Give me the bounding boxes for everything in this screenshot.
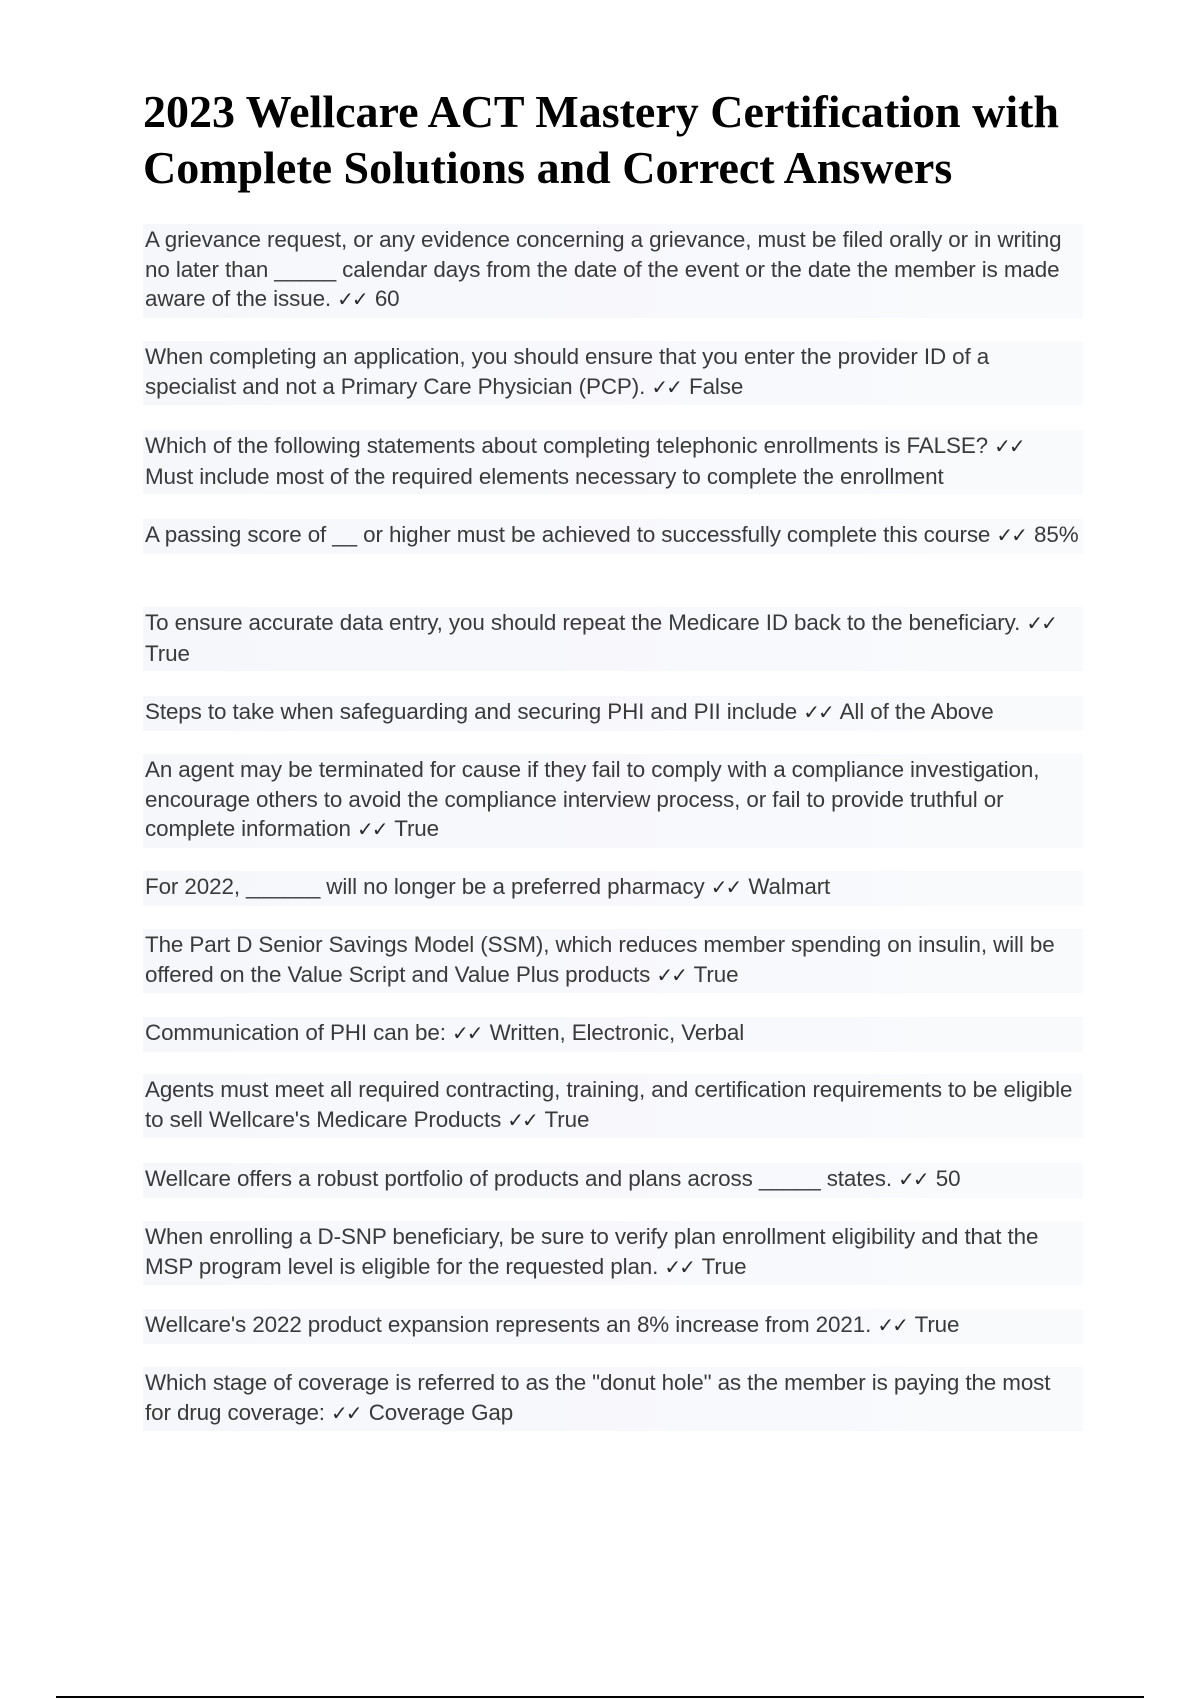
answer-text: 85% bbox=[1034, 522, 1079, 547]
qa-item bbox=[143, 519, 1083, 554]
answer-text: True bbox=[693, 961, 739, 987]
qa-item bbox=[143, 871, 1083, 906]
answer-text: True bbox=[394, 816, 440, 841]
answer-text: Walmart bbox=[748, 874, 831, 899]
qa-item bbox=[143, 430, 1083, 494]
double-check-icon: ✓✓ bbox=[452, 1021, 482, 1045]
qa-item bbox=[143, 341, 1083, 405]
double-check-icon: ✓✓ bbox=[803, 700, 833, 724]
qa-item bbox=[143, 696, 1083, 731]
double-check-icon: ✓✓ bbox=[1026, 611, 1056, 635]
question-text: Agents must meet all required contracting, training, and certification requirements to be eligible to sell Wellcare's Medicare Products bbox=[145, 1077, 1073, 1132]
question-text: When enrolling a D-SNP beneficiary, be sure to verify plan enrollment eligibility and that the MSP program level is eligible for the requested plan. bbox=[145, 1224, 1039, 1279]
question-text: When completing an application, you should ensure that you enter the provider ID of a specialist and not a Primary Care Physician (PCP). bbox=[145, 344, 990, 399]
double-check-icon: ✓✓ bbox=[664, 1254, 694, 1279]
answer-text: Written, Electronic, Verbal bbox=[489, 1020, 745, 1045]
footer-rule bbox=[56, 1696, 1144, 1698]
question-text: A grievance request, or any evidence concerning a grievance, must be filed orally or in writing no later than _____ calendar days from the date of the event or the date the member is made aware of the issue. bbox=[145, 227, 1062, 311]
answer-text: Coverage Gap bbox=[368, 1399, 514, 1425]
title-line-2: Complete Solutions and Correct Answers bbox=[143, 142, 953, 193]
double-check-icon: ✓✓ bbox=[651, 374, 681, 399]
question-text: Communication of PHI can be: bbox=[145, 1020, 446, 1045]
double-check-icon: ✓✓ bbox=[898, 1167, 928, 1191]
double-check-icon: ✓✓ bbox=[507, 1107, 537, 1132]
question-text: Which stage of coverage is referred to as the "donut hole" as the member is paying the most for drug coverage: bbox=[145, 1370, 1051, 1425]
qa-item bbox=[143, 1163, 1083, 1198]
qa-item bbox=[143, 1367, 1083, 1431]
title-line-1: 2023 Wellcare ACT Mastery Certification with bbox=[143, 86, 1060, 137]
qa-item bbox=[143, 1309, 1083, 1344]
question-text: The Part D Senior Savings Model (SSM), which reduces member spending on insulin, will be offered on the Value Script and Value Plus products bbox=[145, 932, 1055, 987]
double-check-icon: ✓✓ bbox=[994, 434, 1024, 458]
question-text: Steps to take when safeguarding and securing PHI and PII include bbox=[145, 699, 798, 724]
answer-text: 60 bbox=[374, 286, 400, 311]
answer-text: 50 bbox=[935, 1166, 961, 1191]
double-check-icon: ✓✓ bbox=[877, 1313, 907, 1337]
answer-text: True bbox=[701, 1253, 747, 1279]
answer-text: Must include most of the required elements necessary to complete the enrollment bbox=[145, 463, 944, 489]
answer-text: True bbox=[544, 1106, 590, 1132]
double-check-icon: ✓✓ bbox=[337, 287, 367, 311]
question-text: An agent may be terminated for cause if they fail to comply with a compliance investigation, encourage others to avoid the compliance interview process, or fail to provide truthful or complete information bbox=[145, 757, 1040, 841]
qa-item bbox=[143, 754, 1083, 848]
double-check-icon: ✓✓ bbox=[331, 1400, 361, 1425]
qa-item bbox=[143, 1221, 1083, 1285]
double-check-icon: ✓✓ bbox=[710, 875, 741, 899]
double-check-icon: ✓✓ bbox=[996, 523, 1026, 547]
question-text: Wellcare's 2022 product expansion represents an 8% increase from 2021. bbox=[145, 1312, 872, 1337]
answer-text: False bbox=[689, 373, 744, 399]
question-text: A passing score of __ or higher must be achieved to successfully complete this course bbox=[145, 522, 991, 547]
question-text: Wellcare offers a robust portfolio of products and plans across _____ states. bbox=[145, 1166, 892, 1191]
question-text: To ensure accurate data entry, you should repeat the Medicare ID back to the beneficiary. bbox=[145, 610, 1021, 635]
double-check-icon: ✓✓ bbox=[656, 962, 686, 987]
qa-item bbox=[143, 224, 1083, 318]
answer-text: True bbox=[145, 640, 190, 666]
page-title bbox=[143, 84, 1193, 196]
qa-item bbox=[143, 607, 1083, 671]
question-text: For 2022, ______ will no longer be a preferred pharmacy bbox=[145, 874, 705, 899]
answer-text: True bbox=[914, 1312, 960, 1337]
double-check-icon: ✓✓ bbox=[356, 817, 387, 841]
qa-item bbox=[143, 929, 1083, 993]
answer-text: All of the Above bbox=[839, 699, 994, 724]
qa-item bbox=[143, 1017, 1083, 1052]
qa-item bbox=[143, 1074, 1083, 1138]
question-text: Which of the following statements about completing telephonic enrollments is FALSE? bbox=[145, 433, 989, 458]
